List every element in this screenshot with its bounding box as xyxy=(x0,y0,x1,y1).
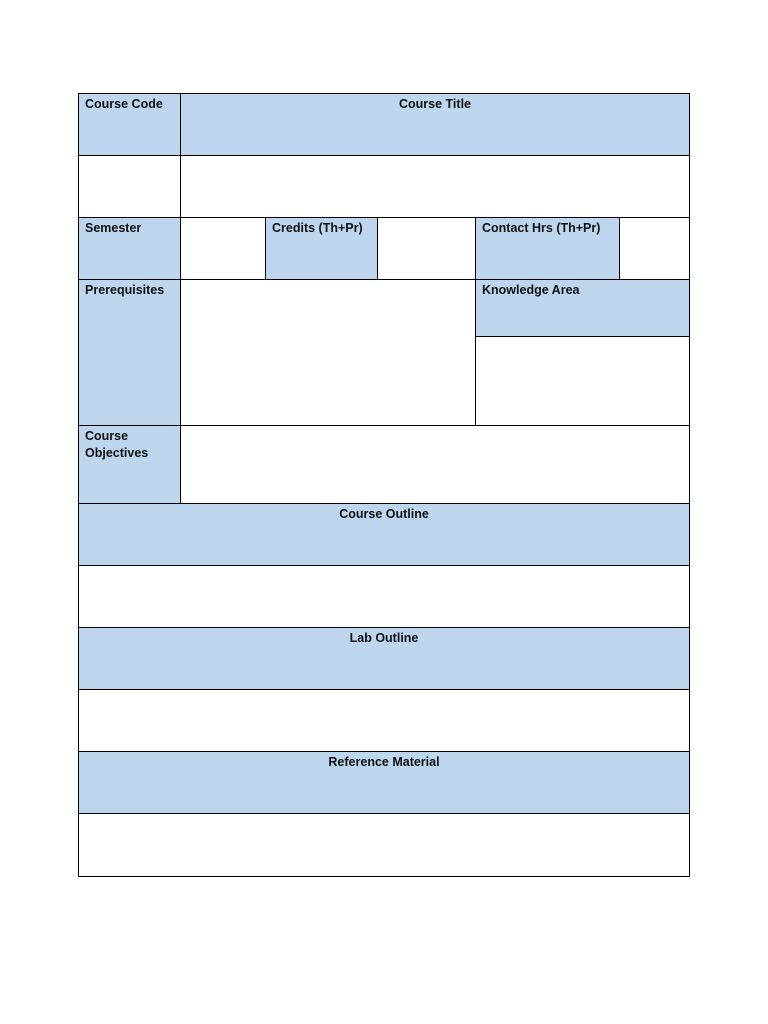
course-code-field[interactable] xyxy=(79,156,181,218)
course-outline-label: Course Outline xyxy=(79,504,689,566)
contact-hrs-field[interactable] xyxy=(620,218,689,280)
semester-label: Semester xyxy=(79,218,181,280)
prerequisites-field[interactable] xyxy=(181,280,476,426)
knowledge-area-field[interactable] xyxy=(476,337,689,426)
credits-label: Credits (Th+Pr) xyxy=(266,218,378,280)
lab-outline-field[interactable] xyxy=(79,690,689,752)
course-objectives-label: Course Objectives xyxy=(79,426,181,504)
knowledge-area-label: Knowledge Area xyxy=(476,280,689,337)
course-code-label: Course Code xyxy=(79,94,181,156)
course-outline-field[interactable] xyxy=(79,566,689,628)
lab-outline-label: Lab Outline xyxy=(79,628,689,690)
credits-field[interactable] xyxy=(378,218,476,280)
course-objectives-field[interactable] xyxy=(181,426,689,504)
course-title-field[interactable] xyxy=(181,156,689,218)
reference-material-field[interactable] xyxy=(79,814,689,876)
course-form-table xyxy=(78,93,690,877)
contact-hrs-label: Contact Hrs (Th+Pr) xyxy=(476,218,620,280)
reference-material-label: Reference Material xyxy=(79,752,689,814)
prerequisites-label: Prerequisites xyxy=(79,280,181,426)
course-title-label: Course Title xyxy=(181,94,689,156)
semester-field[interactable] xyxy=(181,218,266,280)
